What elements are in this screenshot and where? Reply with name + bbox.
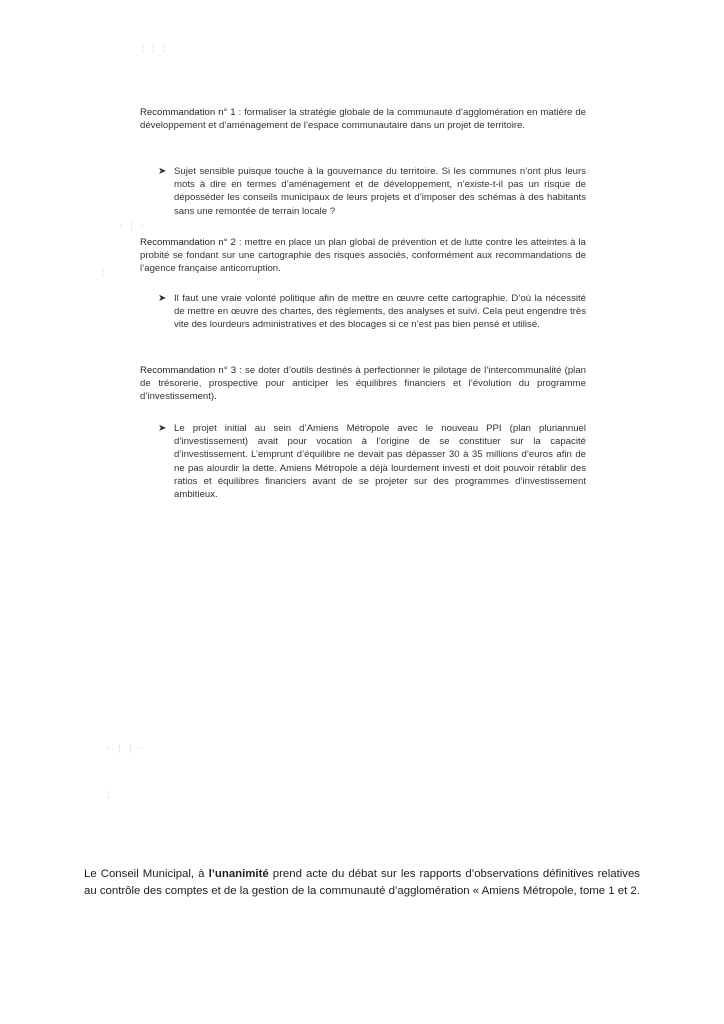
scan-artifact: ¦ ¦ ¦ xyxy=(140,44,168,54)
recommendation-2-text: : mettre en place un plan global de prévention et de lutte contre les atteintes à la probité se fondant sur une cartographie des risques associés, conformément aux recommandations de l’agence française anticorruption. xyxy=(140,237,587,275)
council-decision-paragraph xyxy=(84,866,640,900)
recommendation-1 xyxy=(140,106,586,132)
scan-artifact: ¦ xyxy=(106,790,112,800)
conclusion-before: Le Conseil Municipal, à xyxy=(84,868,209,880)
recommendation-2-bullet xyxy=(158,292,586,332)
recommendation-3-bullet xyxy=(158,422,586,501)
conclusion-unanimity: l’unanimité xyxy=(208,868,269,880)
arrow-bullet-icon: ➤ xyxy=(158,166,167,177)
recommendation-2-bullet-text: Il faut une vraie volonté politique afin de mettre en œuvre cette cartographie. D’où la nécessité de mettre en œuvre des chartes, des règlements, des analyses et suivi. Cela peut engendre très vite des lourdeurs administratives et des blocages si ce n’est pas bien pensé et utilisé. xyxy=(174,293,586,331)
arrow-bullet-icon: ➤ xyxy=(158,293,167,304)
recommendation-3-bullet-text: Le projet initial au sein d’Amiens Métropole avec le nouveau PPI (plan pluriannuel d’investissement) avait pour vocation à l’origine de se constituer sur la capacité d’investissement. L’emprunt d’équilibre ne devait pas dépasser 30 à 35 millions d’euros afin de ne pas alourdir la dette. Amiens Métropole a déjà lourdement investi et doit pouvoir rétablir des ratios et équilibres financiers avant de se projeter sur des programmes d’investissement ambitieux. xyxy=(174,423,586,501)
recommendation-3-lead: Recommandation n° 3 xyxy=(140,365,237,376)
recommendation-1-bullet-text: Sujet sensible puisque touche à la gouvernance du territoire. Si les communes n’ont plus leurs mots à dire en termes d’aménagement et de développement, n’existe-t-il pas un risque de déposséder les conseils municipaux de leurs projets et d’imposer des schémas à des habitants sans une remontée de terrain locale ? xyxy=(174,166,586,217)
recommendation-2-lead: Recommandation n° 2 xyxy=(140,237,236,248)
recommendation-3-text: : se doter d’outils destinés à perfectionner le pilotage de l’intercommunalité (plan de trésorerie, prospective pour anticiper les équilibres financiers et l’évolution du programme d’investissement). xyxy=(140,365,586,403)
recommendation-1-text: : formaliser la stratégie globale de la communauté d’agglomération en matière de développement et d’aménagement de l’espace communautaire dans un projet de territoire. xyxy=(140,107,586,132)
scan-artifact: · ¦ ¦ · xyxy=(106,744,144,754)
recommendation-2 xyxy=(140,236,586,276)
arrow-bullet-icon: ➤ xyxy=(158,423,167,434)
scan-artifact: · ¦ · xyxy=(118,222,146,232)
recommendation-1-lead: Recommandation n° 1 xyxy=(140,107,236,118)
conclusion-after: prend acte du débat sur les rapports d’observations définitives relatives au contrôle des comptes et de la gestion de la communauté d’agglomération « Amiens Métropole, tome 1 et 2. xyxy=(84,868,641,897)
recommendation-1-bullet xyxy=(158,165,586,218)
recommendation-3 xyxy=(140,364,586,404)
scan-artifact: ¦ xyxy=(100,268,106,278)
